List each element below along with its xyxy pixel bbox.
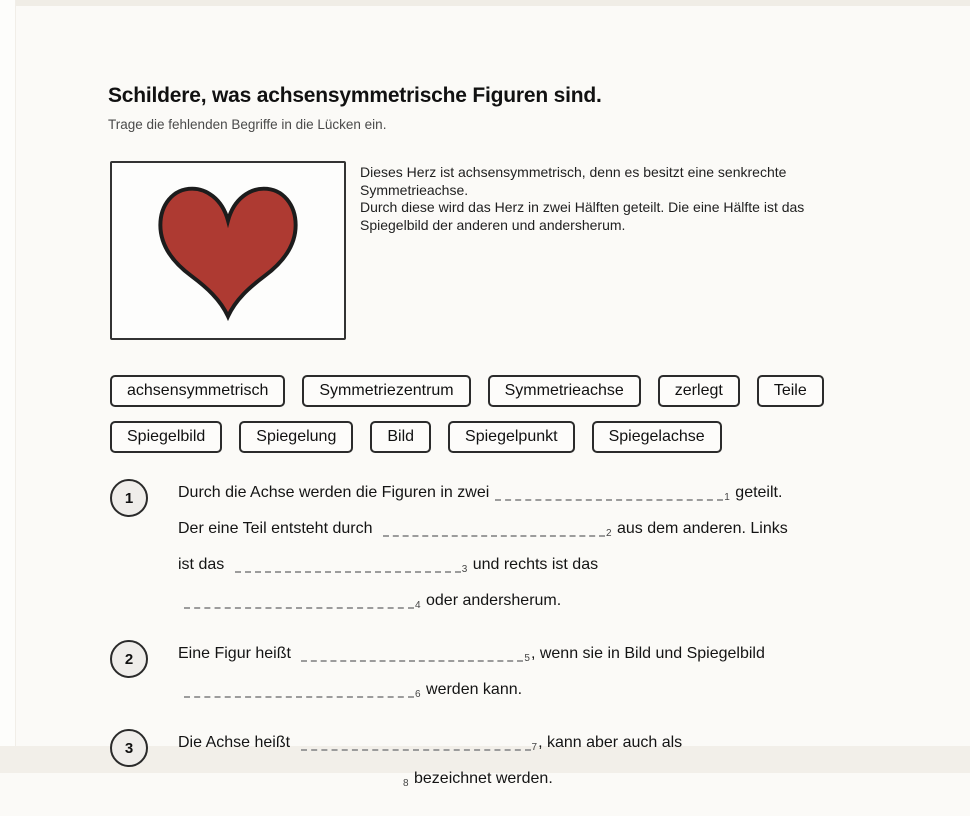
exercise	[110, 477, 900, 621]
exercise-text: Durch die Achse werden die Figuren in zwei	[178, 484, 490, 501]
exercise-lines	[178, 727, 682, 799]
example-description	[360, 164, 960, 234]
exercise-lines	[178, 477, 788, 621]
exercise-text: geteilt.	[730, 484, 783, 501]
blank-number: 7	[531, 742, 538, 753]
blank-6[interactable]	[184, 686, 414, 698]
exercise	[110, 727, 900, 799]
blank-2[interactable]	[383, 525, 605, 537]
exercise-list	[110, 477, 900, 816]
exercise-text: ist das	[178, 556, 229, 573]
example-description-line: Durch diese wird das Herz in zwei Hälften geteilt. Die eine Hälfte ist das	[360, 199, 805, 215]
exercise-number-badge: 3	[110, 729, 148, 767]
exercise-line	[178, 727, 682, 763]
blank-number: 5	[524, 653, 530, 664]
exercise-text: und rechts ist das	[468, 556, 599, 573]
word-bank-row	[110, 421, 890, 453]
word-chip[interactable]: Spiegelung	[239, 421, 353, 453]
exercise-line	[178, 477, 788, 513]
exercise-text: Die Achse heißt	[178, 734, 295, 751]
blank-5[interactable]	[301, 650, 523, 662]
word-chip[interactable]: Bild	[370, 421, 431, 453]
blank-4[interactable]	[184, 597, 414, 609]
exercise-lines	[178, 638, 765, 710]
word-chip[interactable]: Symmetriezentrum	[302, 375, 470, 407]
exercise-text: oder andersherum.	[421, 592, 562, 609]
exercise-text: Der eine Teil entsteht durch	[178, 520, 377, 537]
blank-number: 6	[415, 689, 421, 700]
exercise-line	[178, 638, 765, 674]
word-chip[interactable]: Symmetrieachse	[488, 375, 641, 407]
heart-image	[146, 175, 310, 327]
example-description-line: Symmetrieachse.	[360, 181, 469, 198]
exercise	[110, 638, 900, 710]
blank-7[interactable]	[301, 739, 531, 751]
example-image-frame	[110, 161, 346, 340]
blank-number: 3	[461, 564, 468, 575]
task-instruction: Trage die fehlenden Begriffe in die Lücken ein.	[108, 117, 387, 132]
exercise-number-badge: 2	[110, 640, 148, 678]
blank-number: 8	[403, 778, 409, 789]
exercise-text: bezeichnet werden.	[409, 770, 553, 787]
heart-shape	[160, 188, 295, 316]
blank-number: 1	[724, 492, 730, 503]
exercise-line	[178, 674, 765, 710]
exercise-line	[178, 763, 682, 799]
blank-number: 4	[415, 600, 421, 611]
exercise-text: Eine Figur heißt	[178, 645, 296, 662]
exercise-line	[178, 549, 788, 585]
word-bank-row	[110, 375, 890, 407]
example-description-line: Dieses Herz ist achsensymmetrisch, denn es besitzt eine senkrechte	[360, 164, 787, 180]
exercise-line	[178, 513, 788, 549]
word-chip[interactable]: Spiegelbild	[110, 421, 222, 453]
exercise-line	[178, 585, 788, 621]
exercise-text: werden kann.	[421, 681, 523, 698]
word-chip[interactable]: Spiegelpunkt	[448, 421, 575, 453]
blank-8[interactable]	[178, 775, 402, 787]
exercise-number-badge: 1	[110, 479, 148, 517]
exercise-text: , kann aber auch als	[538, 734, 683, 751]
example-description-line: Spiegelbild der anderen und andersherum.	[360, 216, 626, 233]
blank-1[interactable]	[495, 489, 723, 501]
exercise-text: aus dem anderen. Links	[612, 520, 788, 537]
exercise-text: , wenn sie in Bild und Spiegelbild	[530, 645, 765, 662]
word-chip[interactable]: Teile	[757, 375, 824, 407]
word-chip[interactable]: Spiegelachse	[592, 421, 722, 453]
word-chip[interactable]: zerlegt	[658, 375, 740, 407]
blank-number: 2	[605, 528, 612, 539]
page-title: Schildere, was achsensymmetrische Figuren sind.	[108, 84, 602, 107]
blank-3[interactable]	[235, 561, 461, 573]
word-bank	[110, 375, 890, 467]
word-chip[interactable]: achsensymmetrisch	[110, 375, 285, 407]
